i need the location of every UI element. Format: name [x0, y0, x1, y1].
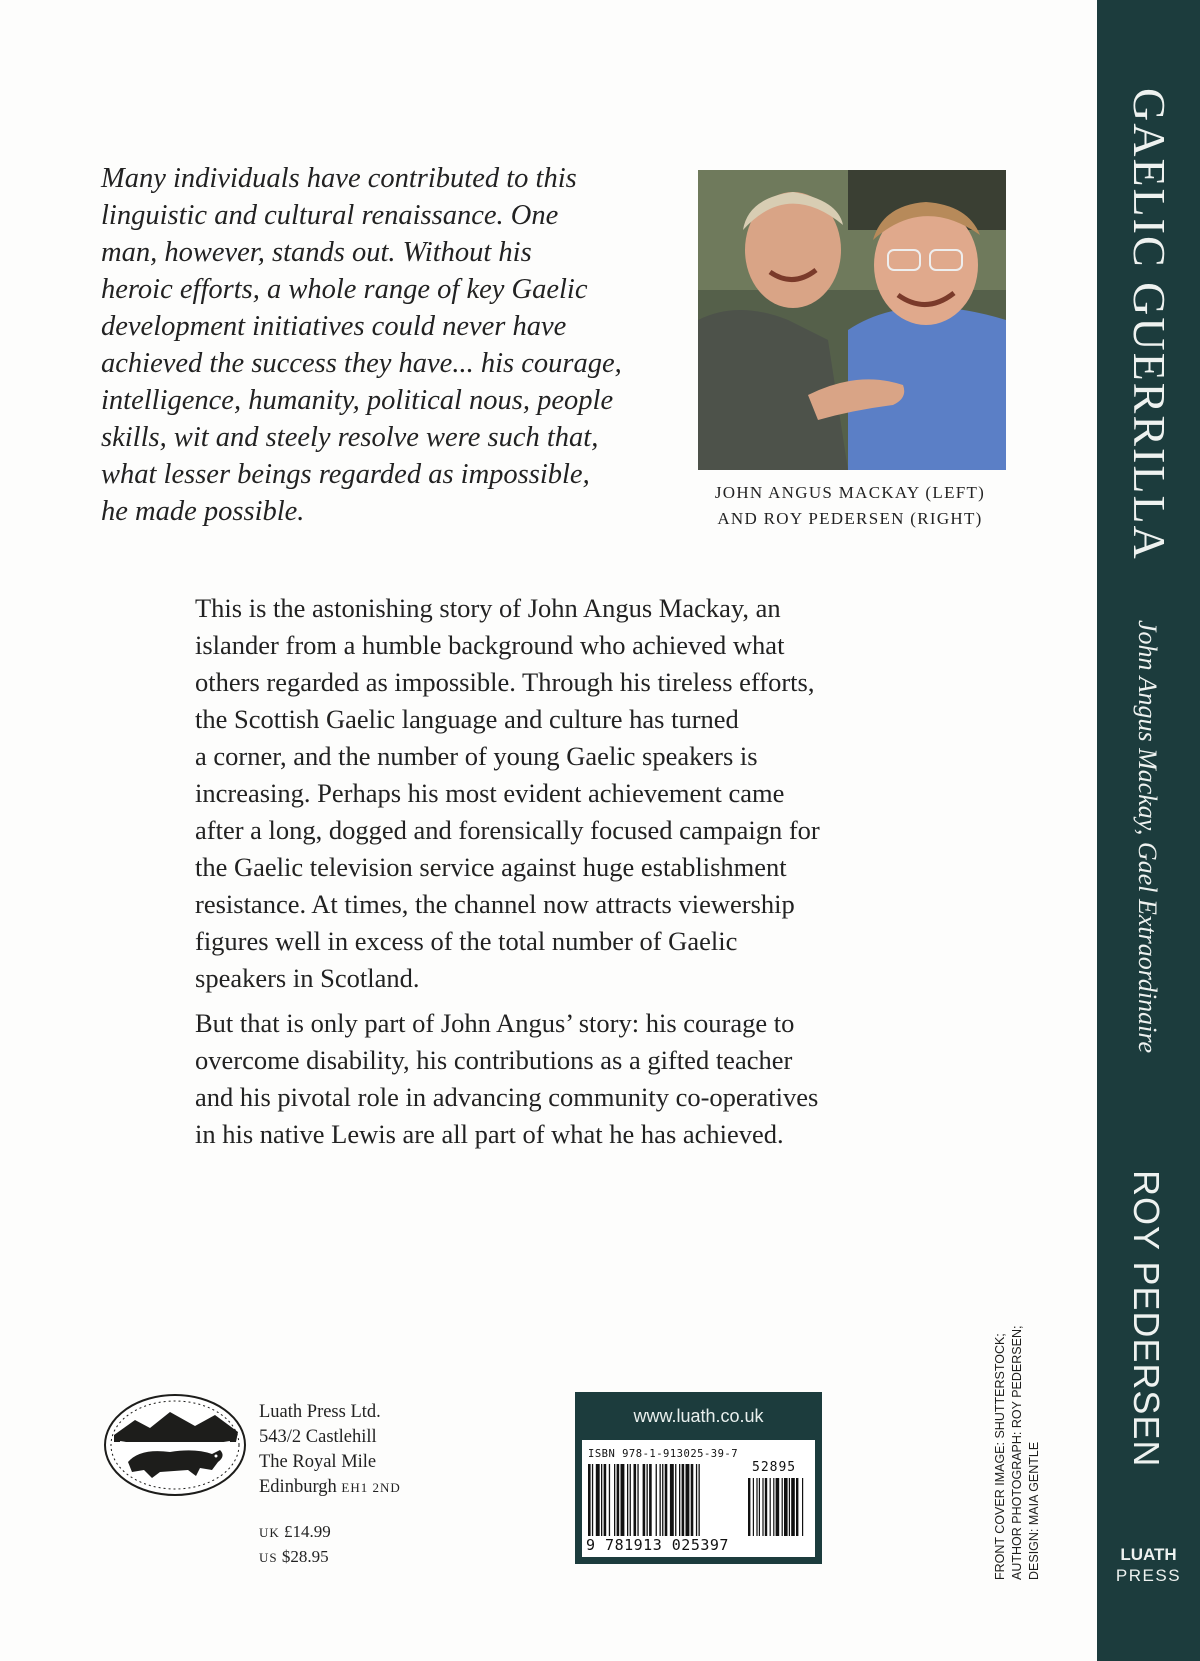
barcode-bar — [614, 1464, 615, 1536]
price-uk-label: UK — [259, 1525, 280, 1540]
isbn-label: ISBN 978-1-913025-39-7 — [588, 1448, 739, 1460]
quote-line: linguistic and cultural renaissance. One — [101, 200, 559, 231]
pull-quote — [101, 160, 681, 530]
barcode-bars-icon — [588, 1464, 810, 1544]
barcode-addon-bar — [765, 1478, 767, 1536]
spine-title: GAELIC GUERRILLA — [1124, 88, 1175, 561]
quote-line: development initiatives could never have — [101, 311, 567, 342]
price-us: $28.95 — [281, 1547, 329, 1566]
barcode-addon-bar — [753, 1478, 754, 1536]
price-code: 52895 — [752, 1460, 797, 1475]
barcode-addon-bar — [756, 1478, 757, 1536]
barcode-addon-bar — [748, 1478, 750, 1536]
barcode-addon-bar — [791, 1478, 795, 1536]
blurb-line: This is the astonishing story of John Angus Mackay, an — [195, 593, 781, 623]
isbn-digits: 9 781913 025397 — [586, 1536, 729, 1554]
quote-line: Many individuals have contributed to this — [101, 163, 577, 194]
blurb-line: islander from a humble background who achieved what — [195, 630, 785, 660]
credit-line: AUTHOR PHOTOGRAPH: ROY PEDERSEN; — [1010, 1325, 1024, 1580]
barcode-bar — [627, 1464, 628, 1536]
blurb-line: speakers in Scotland. — [195, 963, 420, 993]
barcode-bar — [656, 1464, 657, 1536]
publisher-url: www.luath.co.uk — [633, 1406, 764, 1426]
barcode-bar — [691, 1464, 694, 1536]
blurb-paragraph-2 — [195, 1005, 915, 1153]
blurb-line: the Scottish Gaelic language and culture has turned — [195, 704, 739, 734]
quote-line: what lesser beings regarded as impossible, — [101, 459, 590, 490]
publisher-name: Luath Press Ltd. — [259, 1402, 381, 1422]
spine-publisher-line1: LUATH — [1120, 1545, 1177, 1564]
barcode-addon-bar — [789, 1478, 790, 1536]
prices — [259, 1520, 331, 1570]
barcode-bar — [604, 1464, 607, 1536]
blurb-line: increasing. Perhaps his most evident achievement came — [195, 778, 785, 808]
barcode-addon-bar — [784, 1478, 788, 1536]
barcode-bar — [649, 1464, 652, 1536]
price-us-label: US — [259, 1550, 278, 1565]
barcode-bar — [662, 1464, 663, 1536]
barcode-bar — [609, 1464, 610, 1536]
barcode-addon-bar — [762, 1478, 763, 1536]
spine-publisher — [1097, 1544, 1200, 1586]
barcode-bar — [675, 1464, 676, 1536]
blurb-line: in his native Lewis are all part of what he has achieved. — [195, 1119, 784, 1149]
blurb — [195, 590, 915, 1161]
blurb-line: and his pivotal role in advancing community co-operatives — [195, 1082, 819, 1112]
barcode-bar — [699, 1464, 700, 1536]
barcode-bar — [592, 1464, 593, 1536]
barcode-block — [575, 1392, 822, 1564]
barcode-bar — [601, 1464, 602, 1536]
credit-line: DESIGN: MAIA GENTLE — [1027, 1441, 1041, 1580]
publisher-area: The Royal Mile — [259, 1452, 377, 1472]
barcode-addon-bar — [759, 1478, 760, 1536]
price-us-line — [259, 1545, 331, 1570]
spine-author: ROY PEDERSEN — [1126, 1170, 1167, 1468]
barcode-bar — [637, 1464, 638, 1536]
price-uk-line — [259, 1520, 331, 1545]
barcode-addon-bar — [796, 1478, 798, 1536]
photo-caption — [680, 480, 1020, 532]
publisher-address — [259, 1400, 401, 1500]
barcode-bar — [643, 1464, 646, 1536]
barcode-addon-bar — [773, 1478, 774, 1536]
blurb-line: a corner, and the number of young Gaelic speakers is — [195, 741, 758, 771]
barcode-bar — [630, 1464, 631, 1536]
spine-publisher-line2: PRESS — [1115, 1566, 1182, 1585]
quote-line: skills, wit and steely resolve were such that, — [101, 422, 599, 453]
publisher-street: 543/2 Castlehill — [259, 1427, 377, 1447]
blurb-line: the Gaelic television service against huge establishment — [195, 852, 787, 882]
barcode-bar — [617, 1464, 620, 1536]
barcode-bar — [660, 1464, 661, 1536]
quote-line: heroic efforts, a whole range of key Gaelic — [101, 274, 588, 305]
barcode-bar — [679, 1464, 680, 1536]
barcode-bar — [665, 1464, 668, 1536]
publisher-city-line — [259, 1475, 401, 1500]
barcode-bar — [588, 1464, 591, 1536]
barcode-addon-bar — [782, 1478, 783, 1536]
blurb-line: others regarded as impossible. Through his tireless efforts, — [195, 667, 815, 697]
publisher-postcode: EH1 2ND — [341, 1480, 401, 1495]
blurb-line: resistance. At times, the channel now attracts viewership — [195, 889, 795, 919]
publisher-logo — [100, 1390, 250, 1500]
barcode-addon-bar — [802, 1478, 803, 1536]
blurb-paragraph-1 — [195, 590, 915, 997]
blurb-line: figures well in excess of the total number of Gaelic — [195, 926, 738, 956]
quote-line: achieved the success they have... his courage, — [101, 348, 622, 379]
blurb-line: after a long, dogged and forensically focused campaign for — [195, 815, 820, 845]
blurb-line: overcome disability, his contributions as a gifted teacher — [195, 1045, 793, 1075]
price-uk: £14.99 — [284, 1522, 331, 1541]
barcode-bar — [682, 1464, 685, 1536]
barcode-bar — [596, 1464, 600, 1536]
barcode-bar — [686, 1464, 690, 1536]
barcode-addon-bar — [770, 1478, 771, 1536]
quote-line: intelligence, humanity, political nous, people — [101, 385, 614, 416]
spine-subtitle: John Angus Mackay, Gael Extraordinaire — [1133, 620, 1162, 1054]
blurb-line: But that is only part of John Angus’ story: his courage to — [195, 1008, 795, 1038]
barcode-bar — [696, 1464, 697, 1536]
quote-line: man, however, stands out. Without his — [101, 237, 532, 268]
barcode-bar — [670, 1464, 674, 1536]
caption-line: AND ROY PEDERSEN (RIGHT) — [717, 509, 983, 528]
author-photograph — [698, 170, 1006, 470]
barcode-addon-bar — [776, 1478, 780, 1536]
credits-text — [992, 1320, 1043, 1580]
luath-dog-logo-icon — [100, 1390, 250, 1500]
credit-line: FRONT COVER IMAGE: SHUTTERSTOCK; — [993, 1333, 1007, 1580]
barcode-bar — [647, 1464, 648, 1536]
barcode-bar — [634, 1464, 637, 1536]
publisher-city: Edinburgh — [259, 1477, 337, 1497]
photo-illustration — [698, 170, 1006, 470]
quote-line: he made possible. — [101, 496, 305, 527]
barcode-bar — [621, 1464, 625, 1536]
barcode-panel — [582, 1440, 815, 1557]
caption-line: JOHN ANGUS MACKAY (LEFT) — [714, 483, 986, 502]
